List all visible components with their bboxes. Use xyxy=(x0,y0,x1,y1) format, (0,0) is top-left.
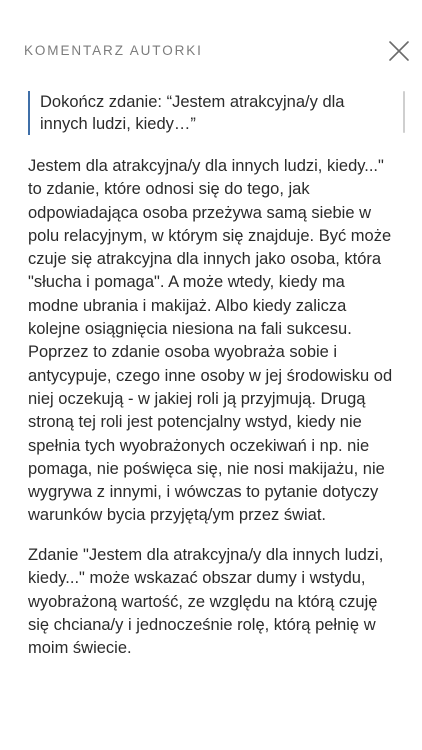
close-icon xyxy=(384,36,414,66)
close-button[interactable] xyxy=(384,36,414,66)
comment-paragraph-2: Zdanie "Jestem dla atrakcyjna/y dla innych ludzi, kiedy..." może wskazać obszar dumy i wstydu, wyobrażoną wartość, ze względu na którą czuję się chciana/y i jednocześnie rolę, którą pełnię w moim świecie. xyxy=(28,546,384,658)
header xyxy=(0,0,422,100)
comment-paragraph-1: Jestem dla atrakcyjna/y dla innych ludzi, kiedy..." to zdanie, które odnosi się do tego, jak odpowiadająca osoba przeżywa samą siebie w polu relacyjnym, w którym się znajduje. Być może czuje się atrakcyjna dla innych jako osoba, która "słucha i pomaga". A może wtedy, kiedy ma modne ubrania i makijaż. Albo kiedy zalicza kolejne osiągnięcia niesiona na fali sukcesu. Poprzez to zdanie osoba wyobraża sobie i antycypuje, czego inne osoby w jej środowisku od niej oczekują - w jakiej roli ją przyjmują. Drugą stroną tej roli jest potencjalny wstyd, kiedy nie spełnia tych wyobrażonych oczekiwań i np. nie pomaga, nie poświęca się, nie nosi makijażu, nie wygrywa z innymi, i wówczas to pytanie dotyczy warunków bycia przyjętą/ym przez świat. xyxy=(28,157,393,525)
scrollbar[interactable] xyxy=(403,91,405,133)
quote-block: Dokończ zdanie: “Jestem atrakcyjna/y dla innych ludzi, kiedy…” xyxy=(28,91,395,135)
page-title: KOMENTARZ AUTORKI xyxy=(24,43,203,58)
